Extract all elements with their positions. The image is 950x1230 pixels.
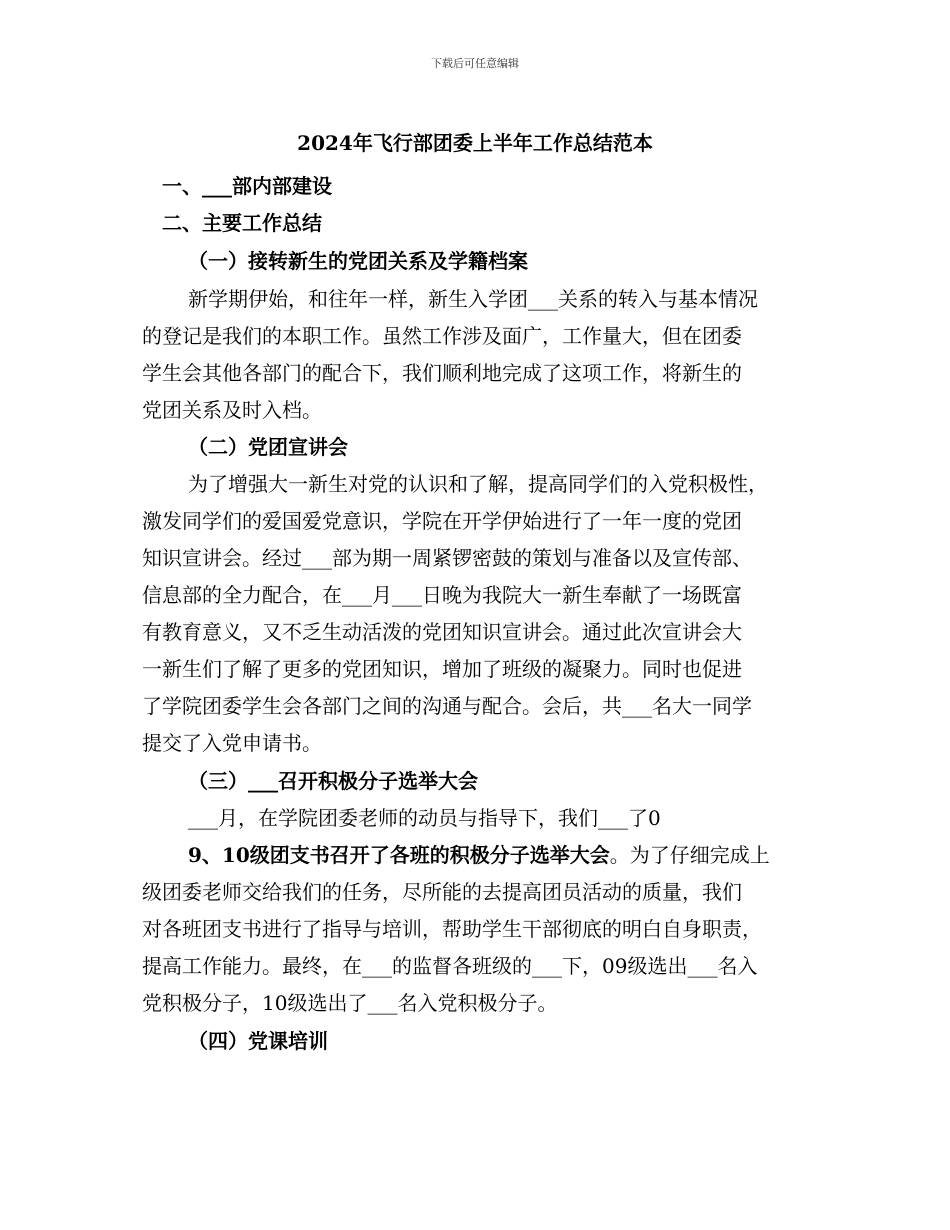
paragraph-line: 对各班团支书进行了指导与培训，帮助学生干部彻底的明白自身职责， <box>142 917 762 941</box>
phrase: 。为了仔细完成上 <box>609 843 770 867</box>
page-header: 下载后可任意编辑 <box>431 57 519 70</box>
paragraph-line: 有教育意义，又不乏生动活泼的党团知识宣讲会。通过此次宣讲会大 <box>142 620 742 644</box>
paragraph-line: 信息部的全力配合，在___月___日晚为我院大一新生奉献了一场既富 <box>142 583 742 607</box>
paragraph-line: 知识宣讲会。经过___部为期一周紧锣密鼓的策划与准备以及宣传部、 <box>142 546 752 570</box>
paragraph-line: 新学期伊始，和往年一样，新生入学团___关系的转入与基本情况 <box>188 287 758 311</box>
paragraph-line: 为了增强大一新生对党的认识和了解，提高同学们的入党积极性， <box>188 472 768 496</box>
bold-phrase: 9、10级团支书召开了各班的积极分子选举大会 <box>188 843 610 867</box>
paragraph-line: 一新生们了解了更多的党团知识，增加了班级的凝聚力。同时也促进 <box>142 657 742 681</box>
paragraph-line: 的登记是我们的本职工作。虽然工作涉及面广，工作量大，但在团委 <box>142 324 742 348</box>
paragraph-line: ___月，在学院团委老师的动员与指导下，我们___了0 <box>188 806 661 830</box>
section-heading-3: （三）___召开积极分子选举大会 <box>188 769 478 793</box>
paragraph-line: 党积极分子，10级选出了___名入党积极分子。 <box>142 991 558 1015</box>
section-heading-2: （二）党团宣讲会 <box>188 435 348 459</box>
paragraph-line: 党团关系及时入档。 <box>142 398 322 422</box>
section-heading-1: （一）接转新生的党团关系及学籍档案 <box>188 249 528 273</box>
paragraph-line: 激发同学们的爱国爱党意识，学院在开学伊始进行了一年一度的党团 <box>142 509 742 533</box>
heading-1: 一、___部内部建设 <box>162 174 332 198</box>
paragraph-line <box>188 841 878 869</box>
heading-2: 二、主要工作总结 <box>162 211 322 235</box>
document-title: 2024年飞行部团委上半年工作总结范本 <box>297 131 653 155</box>
paragraph-line: 提高工作能力。最终，在___的监督各班级的___下，09级选出___名入 <box>142 954 758 978</box>
paragraph-line: 学生会其他各部门的配合下，我们顺利地完成了这项工作，将新生的 <box>142 361 742 385</box>
paragraph-line: 提交了入党申请书。 <box>142 731 322 755</box>
paragraph-line: 了学院团委学生会各部门之间的沟通与配合。会后，共___名大一同学 <box>142 694 752 718</box>
section-heading-4: （四）党课培训 <box>188 1029 328 1053</box>
paragraph-line: 级团委老师交给我们的任务，尽所能的去提高团员活动的质量，我们 <box>142 880 742 904</box>
